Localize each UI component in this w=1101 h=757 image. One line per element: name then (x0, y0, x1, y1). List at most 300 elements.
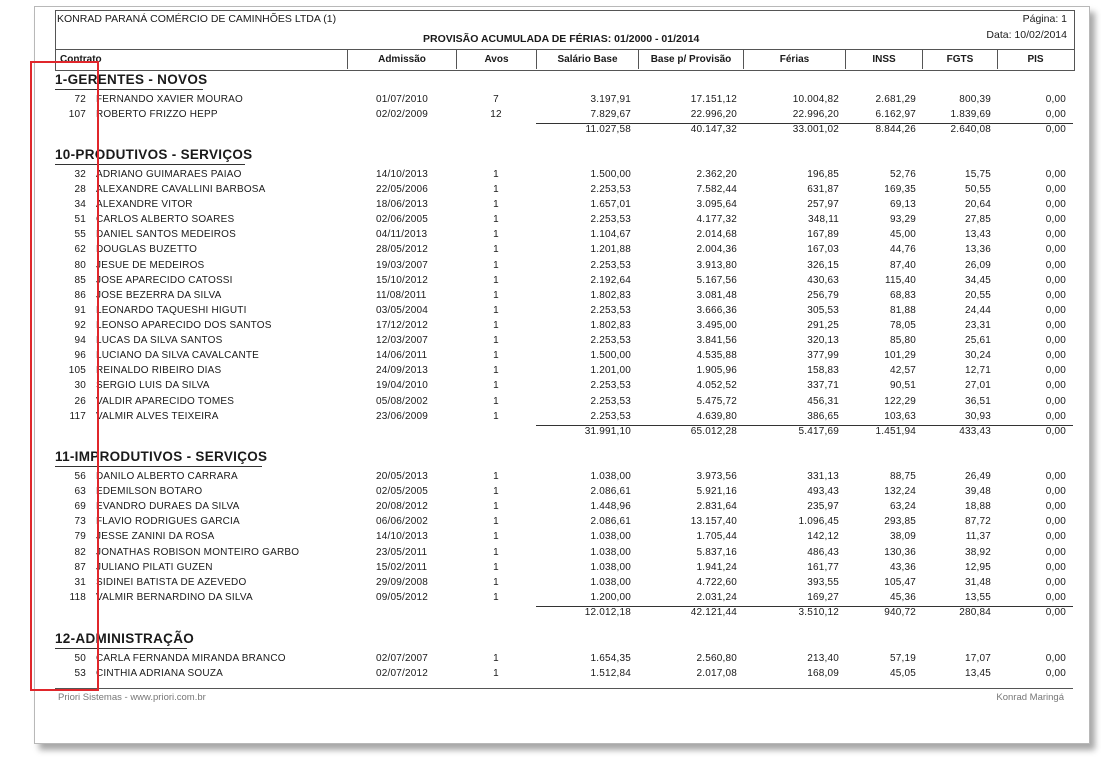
cell-fgts: 26,49 (964, 471, 991, 482)
cell-salario-base: 2.253,53 (590, 214, 631, 225)
cell-inss: 85,80 (889, 335, 916, 346)
cell-ferias: 235,97 (807, 501, 839, 512)
cell-admissao: 19/03/2007 (376, 260, 429, 271)
cell-pis: 0,00 (1045, 668, 1066, 679)
total-cell-fgts: 280,84 (959, 607, 991, 618)
cell-ferias: 377,99 (807, 350, 839, 361)
cell-inss: 132,24 (884, 486, 916, 497)
cell-pis: 0,00 (1045, 592, 1066, 603)
cell-ferias: 331,13 (807, 471, 839, 482)
cell-nome: ADRIANO GUIMARAES PAIAO (96, 169, 242, 180)
cell-nome: FLAVIO RODRIGUES GARCIA (96, 516, 240, 527)
section-title: 12-ADMINISTRAÇÃO (55, 631, 195, 646)
cell-pis: 0,00 (1045, 94, 1066, 105)
cell-admissao: 05/08/2002 (376, 396, 429, 407)
company-name: KONRAD PARANÁ COMÉRCIO DE CAMINHÕES LTDA (1) (57, 13, 337, 25)
cell-salario-base: 2.086,61 (590, 486, 631, 497)
cell-avos: 1 (493, 577, 499, 588)
table-row (0, 396, 1101, 410)
cell-contrato: 105 (68, 365, 86, 376)
total-cell-fgts: 433,43 (959, 426, 991, 437)
cell-nome: JESUE DE MEDEIROS (96, 260, 205, 271)
col-header-avos: Avos (484, 54, 509, 65)
cell-base-provisao: 2.560,80 (696, 653, 737, 664)
cell-ferias: 168,09 (807, 668, 839, 679)
cell-inss: 63,24 (889, 501, 916, 512)
cell-avos: 1 (493, 229, 499, 240)
cell-nome: JOSE BEZERRA DA SILVA (96, 290, 222, 301)
cell-contrato: 28 (74, 184, 86, 195)
cell-salario-base: 1.038,00 (590, 562, 631, 573)
cell-inss: 88,75 (889, 471, 916, 482)
cell-avos: 1 (493, 290, 499, 301)
cell-base-provisao: 3.095,64 (696, 199, 737, 210)
cell-pis: 0,00 (1045, 486, 1066, 497)
cell-fgts: 27,85 (964, 214, 991, 225)
cell-base-provisao: 13.157,40 (690, 516, 737, 527)
cell-pis: 0,00 (1045, 411, 1066, 422)
cell-admissao: 28/05/2012 (376, 244, 429, 255)
footer-left: Priori Sistemas - www.priori.com.br (58, 692, 206, 703)
cell-pis: 0,00 (1045, 380, 1066, 391)
cell-admissao: 23/06/2009 (376, 411, 429, 422)
cell-admissao: 24/09/2013 (376, 365, 429, 376)
section-title: 1-GERENTES - NOVOS (55, 72, 208, 87)
cell-inss: 2.681,29 (875, 94, 916, 105)
cell-fgts: 12,71 (964, 365, 991, 376)
cell-avos: 1 (493, 547, 499, 558)
cell-fgts: 800,39 (959, 94, 991, 105)
cell-admissao: 11/08/2011 (376, 290, 427, 301)
col-header-inss: INSS (872, 54, 896, 65)
cell-inss: 101,29 (884, 350, 916, 361)
cell-fgts: 15,75 (964, 169, 991, 180)
cell-salario-base: 2.253,53 (590, 335, 631, 346)
cell-base-provisao: 2.014,68 (696, 229, 737, 240)
cell-admissao: 20/08/2012 (376, 501, 429, 512)
cell-salario-base: 7.829,67 (590, 109, 631, 120)
report-date: Data: 10/02/2014 (986, 29, 1067, 41)
cell-salario-base: 1.201,88 (590, 244, 631, 255)
cell-avos: 1 (493, 305, 499, 316)
cell-base-provisao: 7.582,44 (696, 184, 737, 195)
total-cell-inss: 8.844,26 (875, 124, 916, 135)
cell-pis: 0,00 (1045, 305, 1066, 316)
cell-admissao: 17/12/2012 (376, 320, 429, 331)
cell-avos: 12 (490, 109, 502, 120)
cell-inss: 115,40 (884, 275, 916, 286)
cell-base-provisao: 2.017,08 (696, 668, 737, 679)
table-row (0, 320, 1101, 334)
cell-contrato: 31 (74, 577, 86, 588)
cell-ferias: 10.004,82 (792, 94, 839, 105)
cell-avos: 1 (493, 396, 499, 407)
cell-ferias: 493,43 (807, 486, 839, 497)
cell-fgts: 18,88 (964, 501, 991, 512)
cell-pis: 0,00 (1045, 471, 1066, 482)
cell-ferias: 167,89 (807, 229, 839, 240)
table-row (0, 214, 1101, 228)
cell-admissao: 02/02/2009 (376, 109, 429, 120)
cell-ferias: 486,43 (807, 547, 839, 558)
col-header-pis: PIS (1027, 54, 1044, 65)
cell-ferias: 158,83 (807, 365, 839, 376)
cell-fgts: 50,55 (964, 184, 991, 195)
report-title: PROVISÃO ACUMULADA DE FÉRIAS: 01/2000 - 01/2014 (423, 33, 700, 45)
cell-fgts: 34,45 (964, 275, 991, 286)
table-row (0, 275, 1101, 289)
table-row (0, 290, 1101, 304)
total-cell-salario-base: 11.027,58 (585, 124, 631, 135)
cell-inss: 103,63 (884, 411, 916, 422)
cell-ferias: 291,25 (807, 320, 839, 331)
cell-nome: JULIANO PILATI GUZEN (96, 562, 213, 573)
cell-inss: 130,36 (884, 547, 916, 558)
cell-admissao: 09/05/2012 (376, 592, 429, 603)
cell-contrato: 86 (74, 290, 86, 301)
cell-nome: DOUGLAS BUZETTO (96, 244, 198, 255)
cell-contrato: 85 (74, 275, 86, 286)
cell-fgts: 13,45 (964, 668, 991, 679)
table-row (0, 169, 1101, 183)
cell-nome: LUCAS DA SILVA SANTOS (96, 335, 223, 346)
cell-inss: 57,19 (889, 653, 916, 664)
cell-contrato: 51 (74, 214, 86, 225)
cell-salario-base: 2.253,53 (590, 380, 631, 391)
cell-base-provisao: 3.666,36 (696, 305, 737, 316)
cell-base-provisao: 5.167,56 (696, 275, 737, 286)
cell-pis: 0,00 (1045, 184, 1066, 195)
cell-contrato: 30 (74, 380, 86, 391)
cell-fgts: 24,44 (964, 305, 991, 316)
cell-inss: 52,76 (889, 169, 916, 180)
cell-ferias: 320,13 (807, 335, 839, 346)
cell-salario-base: 1.038,00 (590, 577, 631, 588)
cell-avos: 1 (493, 562, 499, 573)
table-row (0, 244, 1101, 258)
cell-inss: 93,29 (889, 214, 916, 225)
table-row (0, 516, 1101, 530)
cell-avos: 1 (493, 184, 499, 195)
cell-inss: 293,85 (884, 516, 916, 527)
table-row (0, 94, 1101, 108)
cell-contrato: 50 (74, 653, 86, 664)
cell-avos: 7 (493, 94, 499, 105)
cell-salario-base: 1.657,01 (590, 199, 631, 210)
cell-ferias: 167,03 (807, 244, 839, 255)
table-row (0, 365, 1101, 379)
cell-nome: VALMIR ALVES TEIXEIRA (96, 411, 219, 422)
cell-nome: JESSE ZANINI DA ROSA (96, 531, 215, 542)
cell-avos: 1 (493, 350, 499, 361)
cell-salario-base: 1.038,00 (590, 547, 631, 558)
cell-ferias: 161,77 (807, 562, 839, 573)
cell-admissao: 02/06/2005 (376, 214, 429, 225)
cell-ferias: 305,53 (807, 305, 839, 316)
cell-fgts: 12,95 (964, 562, 991, 573)
cell-base-provisao: 3.973,56 (696, 471, 737, 482)
cell-nome: EDEMILSON BOTARO (96, 486, 203, 497)
table-row (0, 305, 1101, 319)
cell-base-provisao: 2.831,64 (696, 501, 737, 512)
cell-contrato: 117 (69, 411, 86, 422)
table-row (0, 486, 1101, 500)
cell-fgts: 39,48 (964, 486, 991, 497)
cell-base-provisao: 2.031,24 (696, 592, 737, 603)
cell-avos: 1 (493, 668, 499, 679)
cell-nome: EVANDRO DURAES DA SILVA (96, 501, 240, 512)
cell-avos: 1 (493, 380, 499, 391)
table-row (0, 577, 1101, 591)
cell-avos: 1 (493, 365, 499, 376)
cell-base-provisao: 1.941,24 (696, 562, 737, 573)
cell-fgts: 1.839,69 (950, 109, 991, 120)
total-cell-ferias: 3.510,12 (798, 607, 839, 618)
table-row (0, 184, 1101, 198)
cell-contrato: 32 (74, 169, 86, 180)
cell-nome: VALDIR APARECIDO TOMES (96, 396, 235, 407)
col-header-contrato: Contrato (60, 54, 102, 65)
cell-avos: 1 (493, 592, 499, 603)
cell-avos: 1 (493, 320, 499, 331)
cell-salario-base: 1.038,00 (590, 471, 631, 482)
cell-inss: 105,47 (884, 577, 916, 588)
cell-contrato: 87 (74, 562, 86, 573)
cell-avos: 1 (493, 486, 499, 497)
cell-ferias: 430,63 (807, 275, 839, 286)
col-header-admissao: Admissão (378, 54, 426, 65)
cell-admissao: 29/09/2008 (376, 577, 429, 588)
cell-pis: 0,00 (1045, 365, 1066, 376)
cell-inss: 44,76 (889, 244, 916, 255)
cell-base-provisao: 3.495,00 (696, 320, 737, 331)
cell-pis: 0,00 (1045, 547, 1066, 558)
cell-nome: CARLA FERNANDA MIRANDA BRANCO (96, 653, 286, 664)
cell-salario-base: 1.500,00 (590, 169, 631, 180)
cell-inss: 69,13 (889, 199, 916, 210)
cell-pis: 0,00 (1045, 169, 1066, 180)
cell-base-provisao: 3.913,80 (696, 260, 737, 271)
cell-nome: ALEXANDRE VITOR (96, 199, 193, 210)
cell-contrato: 53 (74, 668, 86, 679)
cell-avos: 1 (493, 653, 499, 664)
cell-avos: 1 (493, 335, 499, 346)
cell-nome: CARLOS ALBERTO SOARES (96, 214, 235, 225)
cell-pis: 0,00 (1045, 501, 1066, 512)
cell-nome: CINTHIA ADRIANA SOUZA (96, 668, 224, 679)
col-header-ferias: Férias (779, 54, 810, 65)
cell-base-provisao: 2.004,36 (696, 244, 737, 255)
cell-base-provisao: 3.841,56 (696, 335, 737, 346)
cell-base-provisao: 2.362,20 (696, 169, 737, 180)
cell-contrato: 96 (74, 350, 86, 361)
cell-salario-base: 1.448,96 (590, 501, 631, 512)
cell-base-provisao: 5.921,16 (696, 486, 737, 497)
cell-nome: LUCIANO DA SILVA CAVALCANTE (96, 350, 260, 361)
cell-pis: 0,00 (1045, 653, 1066, 664)
cell-contrato: 73 (74, 516, 86, 527)
table-row (0, 350, 1101, 364)
table-row (0, 229, 1101, 243)
cell-base-provisao: 4.722,60 (696, 577, 737, 588)
cell-salario-base: 2.086,61 (590, 516, 631, 527)
cell-nome: FERNANDO XAVIER MOURAO (96, 94, 244, 105)
cell-pis: 0,00 (1045, 320, 1066, 331)
cell-nome: DANILO ALBERTO CARRARA (96, 471, 238, 482)
total-cell-fgts: 2.640,08 (950, 124, 991, 135)
cell-avos: 1 (493, 501, 499, 512)
table-row (0, 501, 1101, 515)
cell-salario-base: 2.253,53 (590, 260, 631, 271)
cell-admissao: 22/05/2006 (376, 184, 429, 195)
cell-avos: 1 (493, 214, 499, 225)
cell-admissao: 18/06/2013 (376, 199, 429, 210)
cell-avos: 1 (493, 169, 499, 180)
cell-fgts: 20,64 (964, 199, 991, 210)
cell-admissao: 06/06/2002 (376, 516, 429, 527)
cell-avos: 1 (493, 411, 499, 422)
cell-pis: 0,00 (1045, 396, 1066, 407)
cell-inss: 43,36 (889, 562, 916, 573)
cell-contrato: 34 (74, 199, 86, 210)
cell-fgts: 11,37 (965, 531, 991, 542)
cell-contrato: 55 (74, 229, 86, 240)
cell-admissao: 02/05/2005 (376, 486, 429, 497)
cell-salario-base: 1.802,83 (590, 320, 631, 331)
cell-fgts: 30,93 (964, 411, 991, 422)
col-header-fgts: FGTS (946, 54, 974, 65)
total-cell-salario-base: 31.991,10 (584, 426, 631, 437)
cell-salario-base: 1.512,84 (590, 668, 631, 679)
cell-salario-base: 1.654,35 (590, 653, 631, 664)
cell-salario-base: 2.253,53 (590, 305, 631, 316)
cell-fgts: 31,48 (964, 577, 991, 588)
total-cell-base-provisao: 42.121,44 (690, 607, 737, 618)
cell-admissao: 01/07/2010 (376, 94, 429, 105)
table-row (0, 199, 1101, 213)
cell-fgts: 25,61 (964, 335, 991, 346)
cell-salario-base: 1.038,00 (590, 531, 631, 542)
cell-contrato: 63 (74, 486, 86, 497)
cell-avos: 1 (493, 199, 499, 210)
cell-pis: 0,00 (1045, 260, 1066, 271)
section-title: 10-PRODUTIVOS - SERVIÇOS (55, 147, 253, 162)
cell-ferias: 326,15 (807, 260, 839, 271)
cell-inss: 81,88 (889, 305, 916, 316)
cell-ferias: 337,71 (807, 380, 839, 391)
cell-admissao: 02/07/2012 (376, 668, 429, 679)
table-row (0, 547, 1101, 561)
cell-salario-base: 2.253,53 (590, 411, 631, 422)
total-cell-inss: 1.451,94 (875, 426, 916, 437)
cell-inss: 90,51 (889, 380, 916, 391)
cell-base-provisao: 5.475,72 (696, 396, 737, 407)
cell-admissao: 20/05/2013 (376, 471, 429, 482)
cell-salario-base: 1.200,00 (590, 592, 631, 603)
table-row (0, 562, 1101, 576)
total-cell-pis: 0,00 (1045, 607, 1066, 618)
cell-fgts: 87,72 (964, 516, 991, 527)
cell-contrato: 118 (69, 592, 86, 603)
cell-fgts: 27,01 (964, 380, 991, 391)
cell-ferias: 257,97 (807, 199, 839, 210)
table-row (0, 109, 1101, 123)
cell-base-provisao: 22.996,20 (690, 109, 737, 120)
cell-admissao: 23/05/2011 (376, 547, 428, 558)
cell-inss: 6.162,97 (875, 109, 916, 120)
cell-base-provisao: 4.177,32 (696, 214, 737, 225)
cell-ferias: 348,11 (807, 214, 839, 225)
cell-admissao: 02/07/2007 (376, 653, 429, 664)
cell-avos: 1 (493, 275, 499, 286)
cell-admissao: 14/06/2011 (376, 350, 428, 361)
cell-avos: 1 (493, 531, 499, 542)
cell-ferias: 213,40 (807, 653, 839, 664)
cell-base-provisao: 3.081,48 (696, 290, 737, 301)
section-title: 11-IMPRODUTIVOS - SERVIÇOS (55, 449, 268, 464)
cell-salario-base: 1.802,83 (590, 290, 631, 301)
cell-pis: 0,00 (1045, 531, 1066, 542)
cell-nome: SERGIO LUIS DA SILVA (96, 380, 210, 391)
cell-avos: 1 (493, 260, 499, 271)
cell-contrato: 26 (74, 396, 86, 407)
cell-inss: 45,05 (889, 668, 916, 679)
cell-base-provisao: 4.535,88 (696, 350, 737, 361)
cell-ferias: 393,55 (807, 577, 839, 588)
cell-salario-base: 1.201,00 (590, 365, 631, 376)
cell-salario-base: 1.104,67 (590, 229, 631, 240)
cell-nome: REINALDO RIBEIRO DIAS (96, 365, 222, 376)
col-header-salario-base: Salário Base (557, 54, 618, 65)
cell-nome: DANIEL SANTOS MEDEIROS (96, 229, 236, 240)
cell-pis: 0,00 (1045, 199, 1066, 210)
cell-pis: 0,00 (1045, 335, 1066, 346)
cell-contrato: 107 (68, 109, 86, 120)
cell-pis: 0,00 (1045, 350, 1066, 361)
cell-base-provisao: 4.052,52 (696, 380, 737, 391)
cell-ferias: 1.096,45 (798, 516, 839, 527)
cell-base-provisao: 1.705,44 (696, 531, 737, 542)
cell-ferias: 456,31 (807, 396, 839, 407)
cell-fgts: 26,09 (964, 260, 991, 271)
cell-nome: ALEXANDRE CAVALLINI BARBOSA (96, 184, 266, 195)
total-cell-ferias: 5.417,69 (798, 426, 839, 437)
cell-nome: JOSE APARECIDO CATOSSI (96, 275, 233, 286)
total-cell-base-provisao: 40.147,32 (690, 124, 737, 135)
cell-base-provisao: 17.151,12 (690, 94, 737, 105)
cell-ferias: 196,85 (807, 169, 839, 180)
cell-pis: 0,00 (1045, 244, 1066, 255)
cell-avos: 1 (493, 471, 499, 482)
cell-admissao: 14/10/2013 (376, 169, 429, 180)
cell-contrato: 69 (74, 501, 86, 512)
total-cell-ferias: 33.001,02 (792, 124, 839, 135)
cell-inss: 78,05 (889, 320, 916, 331)
cell-nome: SIDINEI BATISTA DE AZEVEDO (96, 577, 247, 588)
cell-avos: 1 (493, 244, 499, 255)
cell-admissao: 04/11/2013 (376, 229, 428, 240)
totals-row (0, 607, 1101, 621)
cell-fgts: 13,43 (964, 229, 991, 240)
cell-contrato: 94 (74, 335, 86, 346)
table-row (0, 335, 1101, 349)
cell-inss: 122,29 (884, 396, 916, 407)
cell-nome: ROBERTO FRIZZO HEPP (96, 109, 218, 120)
cell-ferias: 142,12 (807, 531, 839, 542)
cell-contrato: 91 (74, 305, 86, 316)
highlight-box (30, 61, 99, 691)
cell-fgts: 13,55 (964, 592, 991, 603)
